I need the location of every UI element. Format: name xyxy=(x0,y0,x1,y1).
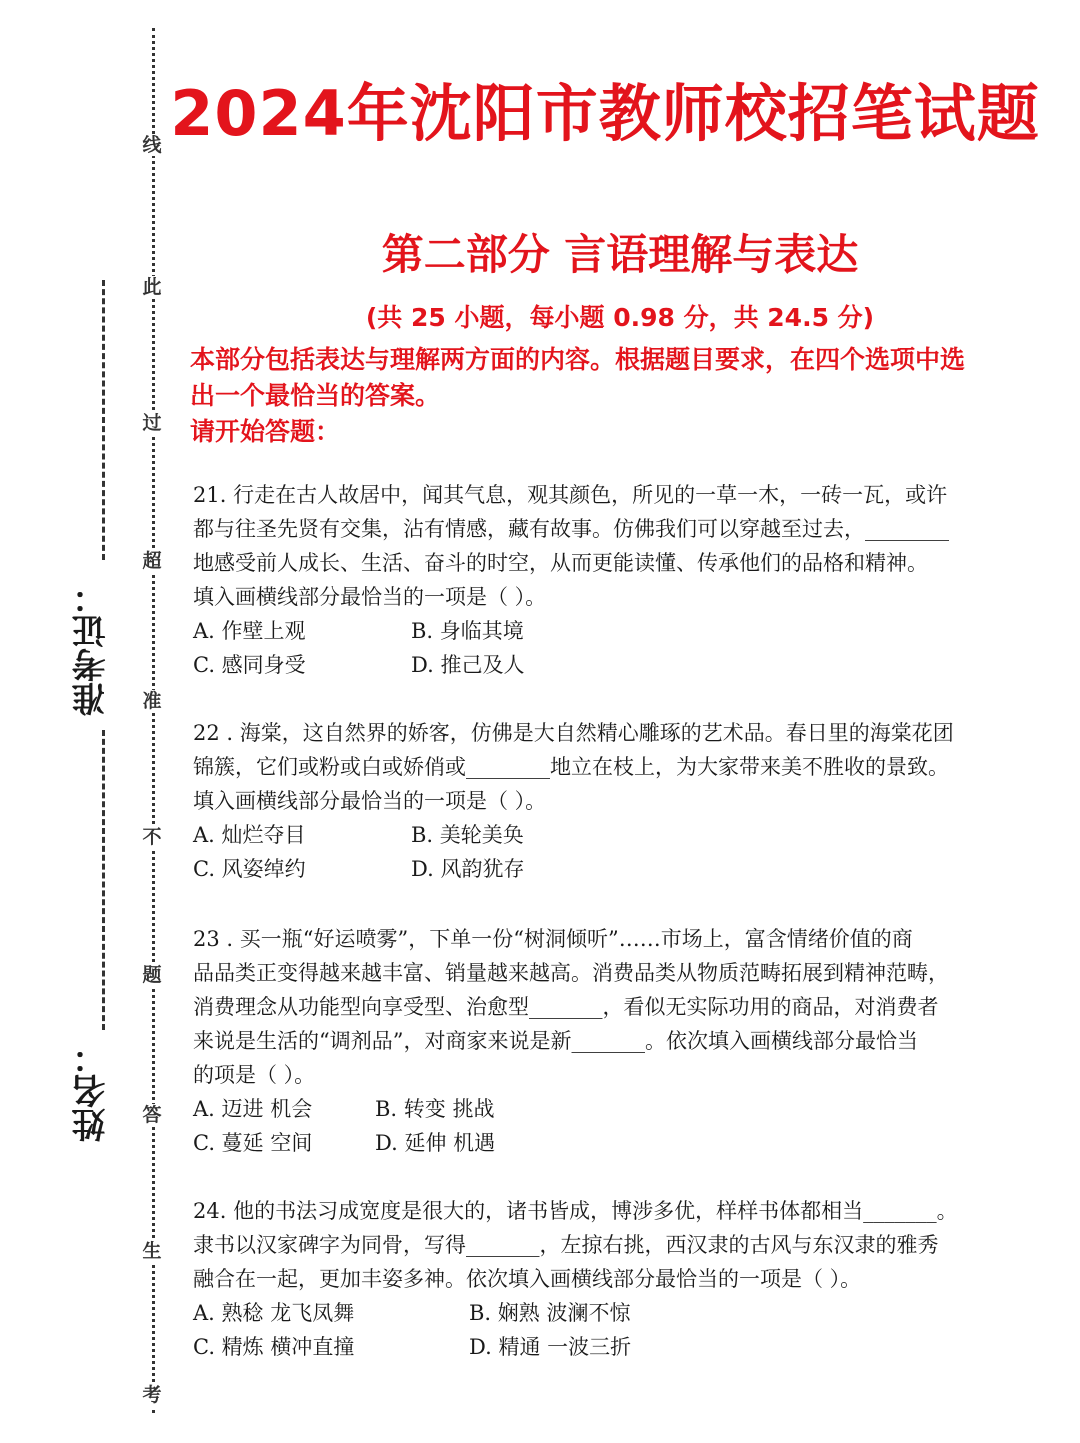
options-row xyxy=(193,1330,1033,1364)
question-line: 23 . 买一瓶“好运喷雾”，下单一份“树洞倾听”……市场上，富含情绪价值的商 xyxy=(193,927,913,951)
option-d[interactable]: D. 延伸 机遇 xyxy=(375,1131,496,1155)
question-line: 地感受前人成长、生活、奋斗的时空，从而更能读懂、传承他们的品格和精神。 xyxy=(193,551,928,575)
margin-char: 题 xyxy=(137,964,167,986)
margin-char: 线 xyxy=(137,134,167,156)
option-c[interactable]: C. 精炼 横冲直撞 xyxy=(193,1335,355,1359)
section-title: 第二部分 言语理解与表达 xyxy=(381,230,859,279)
exam-id-label-text: 准考证： xyxy=(72,580,112,716)
option-a[interactable]: A. 熟稔 龙飞凤舞 xyxy=(193,1301,355,1325)
question-21 xyxy=(193,478,1033,682)
instructions-line: 本部分包括表达与理解两方面的内容。根据题目要求，在四个选项中选 xyxy=(190,345,966,374)
option-b[interactable]: B. 娴熟 波澜不惊 xyxy=(469,1301,631,1325)
question-line: 融合在一起，更加丰姿多神。依次填入画横线部分最恰当的一项是（ ）。 xyxy=(193,1267,862,1291)
option-c[interactable]: C. 蔓延 空间 xyxy=(193,1131,313,1155)
question-line: 的项是（ ）。 xyxy=(193,1063,316,1087)
option-a[interactable]: A. 灿烂夺目 xyxy=(193,823,306,847)
question-line: 填入画横线部分最恰当的一项是（ ）。 xyxy=(193,585,547,609)
question-line: 锦簇，它们或粉或白或娇俏或________地立在枝上，为大家带来美不胜收的景致。 xyxy=(193,755,949,779)
option-d[interactable]: D. 风韵犹存 xyxy=(411,857,525,881)
question-line: 24. 他的书法习成宽度是很大的，诸书皆成，博涉多优，样样书体都相当_______。 xyxy=(193,1199,958,1223)
margin-char: 此 xyxy=(137,276,167,298)
options-row xyxy=(193,614,1033,648)
option-a[interactable]: A. 作壁上观 xyxy=(193,619,306,643)
option-c[interactable]: C. 风姿绰约 xyxy=(193,857,306,881)
question-line: 都与往圣先贤有交集，沾有情感，藏有故事。仿佛我们可以穿越至过去，________ xyxy=(193,517,949,541)
name-label-text: 姓名： xyxy=(72,1040,112,1142)
question-line: 填入画横线部分最恰当的一项是（ ）。 xyxy=(193,789,547,813)
margin-char: 考 xyxy=(137,1384,167,1406)
option-b[interactable]: B. 美轮美奂 xyxy=(411,823,524,847)
margin-char: 生 xyxy=(137,1240,167,1262)
option-d[interactable]: D. 精通 一波三折 xyxy=(469,1335,632,1359)
margin-char: 答 xyxy=(137,1104,167,1126)
question-22 xyxy=(193,716,1033,886)
options-row xyxy=(193,1296,1033,1330)
question-line: 品品类正变得越来越丰富、销量越来越高。消费品类从物质范畴拓展到精神范畴， xyxy=(193,961,949,985)
option-c[interactable]: C. 感同身受 xyxy=(193,653,306,677)
exam-id-label xyxy=(70,580,114,716)
score-note: (共 25 小题，每小题 0.98 分，共 24.5 分) xyxy=(365,303,875,332)
margin-char: 过 xyxy=(137,412,167,434)
question-line: 消费理念从功能型向享受型、治愈型_______，看似无实际功用的商品，对消费者 xyxy=(193,995,939,1019)
question-line: 来说是生活的“调剂品”，对商家来说是新_______。依次填入画横线部分最恰当 xyxy=(193,1029,918,1053)
option-b[interactable]: B. 身临其境 xyxy=(411,619,524,643)
margin-char: 准 xyxy=(137,690,167,712)
question-23 xyxy=(193,922,1033,1160)
margin-char: 不 xyxy=(137,826,167,848)
options-row xyxy=(193,818,1033,852)
instructions xyxy=(190,342,1060,450)
option-b[interactable]: B. 转变 挑战 xyxy=(375,1097,495,1121)
exam-id-blank[interactable] xyxy=(102,280,105,560)
question-line: 21. 行走在古人故居中，闻其气息，观其颜色，所见的一草一木，一砖一瓦，或许 xyxy=(193,483,948,507)
option-d[interactable]: D. 推己及人 xyxy=(411,653,525,677)
start-prompt: 请开始答题： xyxy=(190,417,341,446)
options-row xyxy=(193,648,1033,682)
question-24 xyxy=(193,1194,1033,1364)
options-row xyxy=(193,852,1033,886)
name-blank[interactable] xyxy=(102,730,105,1030)
options-row xyxy=(193,1126,1033,1160)
margin-char: 超 xyxy=(137,550,167,572)
question-line: 隶书以汉家碑字为同骨，写得_______，左掠右挑，西汉隶的古风与东汉隶的雅秀 xyxy=(193,1233,939,1257)
page-title: 2024年沈阳市教师校招笔试题 xyxy=(170,77,1040,150)
binding-dotted-line xyxy=(152,28,155,1413)
question-line: 22 . 海棠，这自然界的娇客，仿佛是大自然精心雕琢的艺术品。春日里的海棠花团 xyxy=(193,721,954,745)
option-a[interactable]: A. 迈进 机会 xyxy=(193,1097,313,1121)
instructions-line: 出一个最恰当的答案。 xyxy=(190,381,441,410)
options-row xyxy=(193,1092,1033,1126)
name-label xyxy=(70,1040,114,1142)
